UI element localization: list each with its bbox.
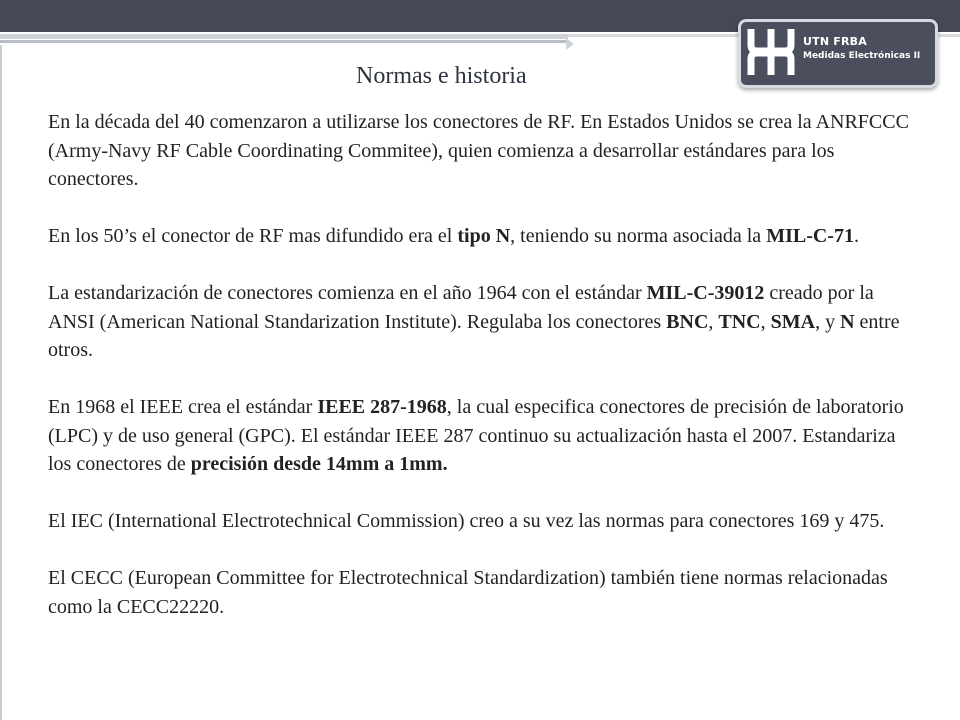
text-run: , y xyxy=(815,310,841,333)
utn-logo-icon xyxy=(744,25,798,79)
body-paragraph xyxy=(48,507,910,536)
emphasized-text: precisión desde 14mm a 1mm. xyxy=(190,453,448,475)
text-run: , xyxy=(708,310,719,333)
text-run: El IEC (International Electrotechnical Commission) creo a su vez las normas para conectores 169 y 475. xyxy=(48,510,885,532)
emphasized-text: BNC xyxy=(666,310,709,333)
text-run: En los 50’s el conector de RF mas difundido era el xyxy=(48,225,458,247)
text-run: La estandarización de conectores comienza en el año 1964 con el estándar xyxy=(48,282,647,304)
emphasized-text: MIL-C-71 xyxy=(766,225,854,247)
text-run: En 1968 el IEEE crea el estándar xyxy=(48,396,318,418)
body-paragraph xyxy=(48,393,910,479)
text-run: , la cual especifica conectores de precisión de laboratorio (LPC) y de uso general (GPC). El estándar IEEE 287 continuo su actualización hasta el 2007. Estandariza los conectores de xyxy=(48,396,904,475)
emphasized-text: IEEE 287-1968 xyxy=(317,396,447,418)
text-run: , teniendo su norma asociada la xyxy=(510,225,767,247)
text-run: El CECC (European Committee for Electrotechnical Standardization) también tiene normas relacionadas como la CECC22220. xyxy=(48,567,888,618)
text-run: , xyxy=(760,310,771,333)
header-stripe xyxy=(0,34,568,39)
emphasized-text: N xyxy=(840,310,855,333)
emphasized-text: SMA xyxy=(770,310,816,333)
text-run: . xyxy=(853,225,859,247)
utn-badge xyxy=(738,19,938,88)
stripe-notch xyxy=(566,38,574,50)
emphasized-text: TNC xyxy=(718,310,761,333)
badge-subtitle: Medidas Electrónicas II xyxy=(803,51,921,61)
left-margin-rule xyxy=(0,45,2,720)
text-run: entre otros. xyxy=(48,310,900,361)
slide-title: Normas e historia xyxy=(356,63,527,89)
emphasized-text: MIL-C-39012 xyxy=(646,282,765,304)
text-run: En la década del 40 comenzaron a utilizarse los conectores de RF. En Estados Unidos se crea la ANRFCCC (Army-Navy RF Cable Coordinating Commitee), quien comienza a desarrollar estándares para los conectores. xyxy=(48,111,909,190)
body-paragraph xyxy=(48,108,910,194)
header-stripe-lower xyxy=(0,40,568,43)
body-paragraph xyxy=(48,564,910,621)
body-paragraph xyxy=(48,279,910,365)
badge-title: UTN FRBA xyxy=(803,35,867,48)
body-paragraph xyxy=(48,222,910,251)
text-run: creado por la ANSI (American National Standarization Institute). Regulaba los conectores xyxy=(48,282,874,333)
emphasized-text: tipo N xyxy=(457,225,511,247)
slide-body xyxy=(48,108,910,650)
